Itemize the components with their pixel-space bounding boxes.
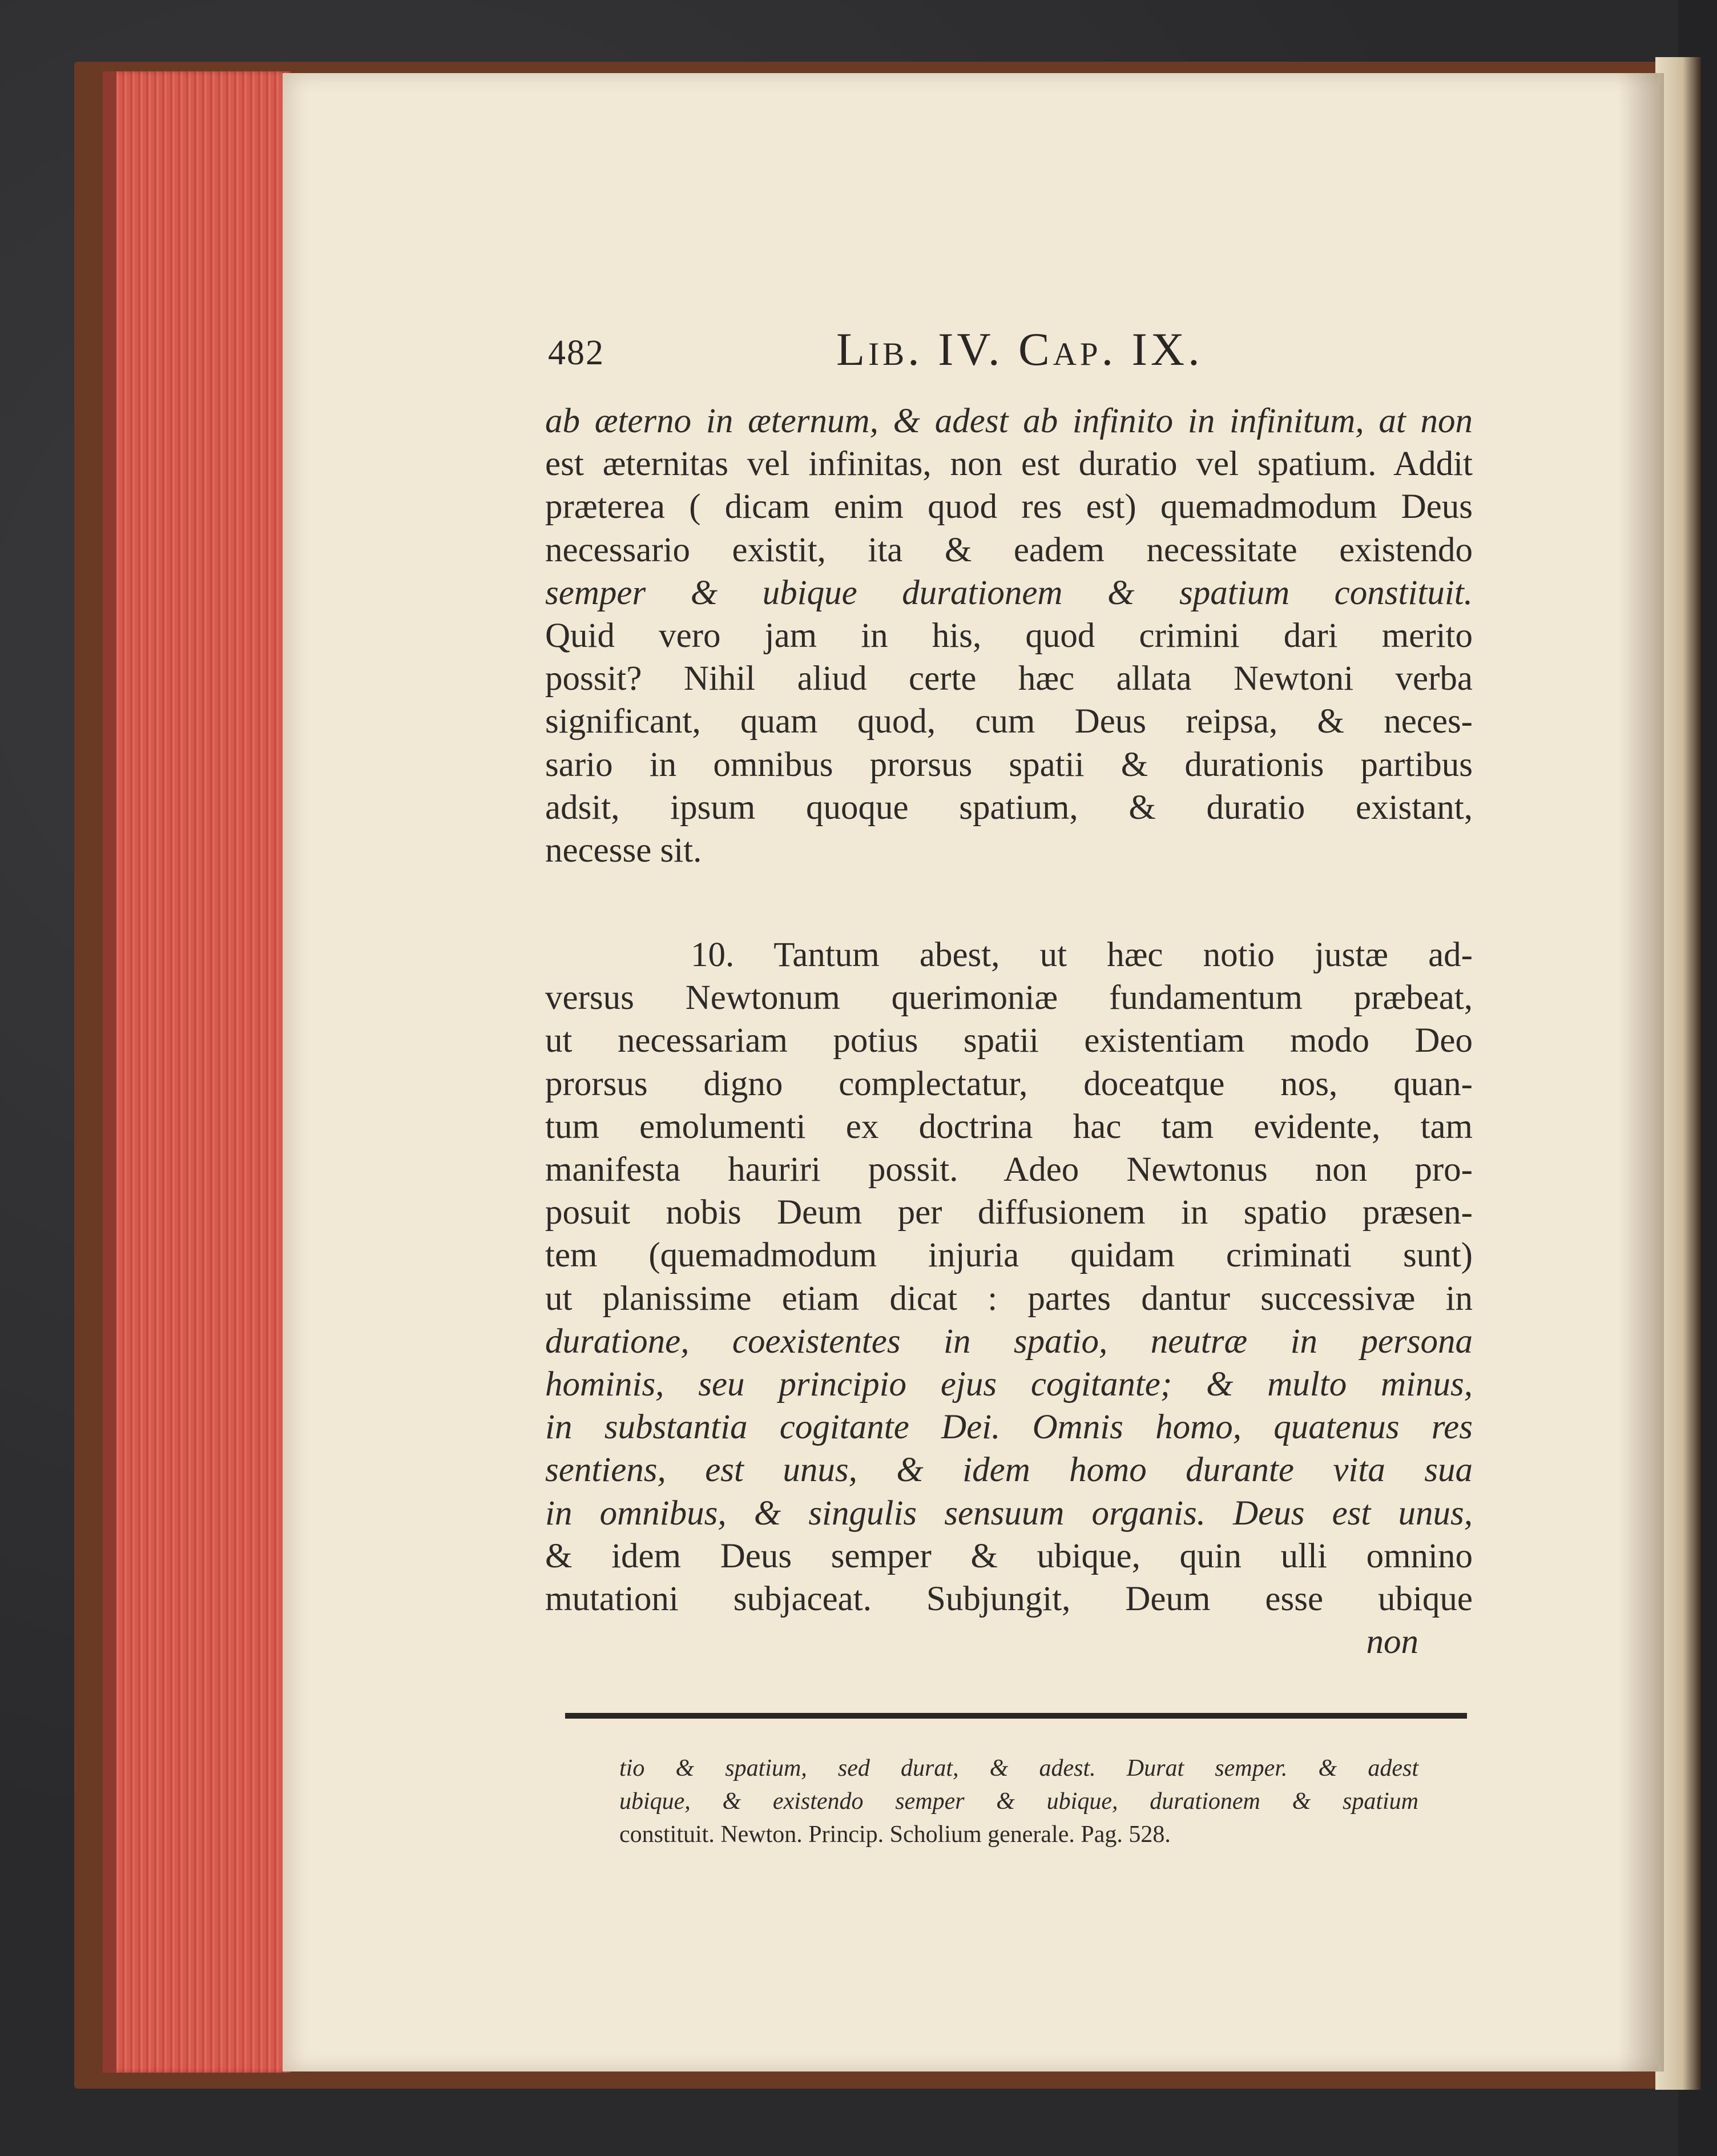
text-line: & idem Deus semper & ubique, quin ulli omnino [545,1536,1473,1575]
text-line: est æternitas vel infinitas, non est duratio vel spatium. Addit [545,445,1473,484]
text-line: prorsus digno complectatur, doceatque nos, quan- [545,1064,1473,1103]
text-line: necesse sit. [545,831,702,870]
text-line: ut necessariam potius spatii existentiam modo Deo [545,1021,1473,1060]
text-line: hominis, seu principio ejus cogitante; & multo minus, [545,1365,1473,1403]
paragraph-gap [545,872,1473,934]
footnote-line: constituit. Newton. Princip. Scholium generale. Pag. 528. [619,1821,1171,1848]
text-line: Quid vero jam in his, quod crimini dari merito [545,616,1473,655]
text-line: versus Newtonum querimoniæ fundamentum præbeat, [545,979,1473,1017]
text-line: duratione, coexistentes in spatio, neutræ in persona [545,1322,1473,1361]
text-line: in substantia cogitante Dei. Omnis homo, quatenus res [545,1408,1473,1447]
text-line: sario in omnibus prorsus spatii & durationis partibus [545,745,1473,784]
page-header [548,323,1473,385]
text-line: sentiens, est unus, & idem homo durante vita sua [545,1451,1473,1490]
text-line: præterea ( dicam enim quod res est) quemadmodum Deus [545,488,1473,526]
text-line: tem (quemadmodum injuria quidam criminati sunt) [545,1236,1473,1275]
red-page-edge-shadow [103,71,116,2073]
gutter-shadow [1618,73,1664,2071]
text-line: in omnibus, & singulis sensuum organis. Deus est unus, [545,1494,1473,1532]
text-line: significant, quam quod, cum Deus reipsa, & neces- [545,702,1473,741]
text-line: 10. Tantum abest, ut hæc notio justæ ad- [691,936,1473,975]
running-title: Lib. IV. Cap. IX. [836,323,1203,375]
footnote-line: ubique, & existendo semper & ubique, durationem & spatium [619,1788,1418,1815]
text-line: manifesta hauriri possit. Adeo Newtonus non pro- [545,1151,1473,1189]
footnote-rule [565,1713,1467,1719]
text-line: mutationi subjaceat. Subjungit, Deum esse ubique [545,1579,1473,1618]
catchword: non [1366,1623,1418,1662]
text-line: adsit, ipsum quoque spatium, & duratio existant, [545,788,1473,827]
footnote [619,1752,1418,1851]
footnote-line: tio & spatium, sed durat, & adest. Durat semper. & adest [619,1755,1418,1781]
text-line: posuit nobis Deum per diffusionem in spatio præsen- [545,1193,1473,1232]
page-number: 482 [548,333,604,372]
text-line: semper & ubique durationem & spatium constituit. [545,573,1473,612]
text-line: ab æterno in æternum, & adest ab infinito in infinitum, at non [545,402,1473,440]
text-line: ut planissime etiam dicat : partes dantur successivæ in [545,1279,1473,1318]
text-line: tum emolumenti ex doctrina hac tam evidente, tam [545,1107,1473,1146]
body-text [545,400,1473,1663]
text-line: necessario existit, ita & eadem necessitate existendo [545,530,1473,569]
text-line: possit? Nihil aliud certe hæc allata Newtoni verba [545,659,1473,698]
red-page-edge [103,71,291,2073]
